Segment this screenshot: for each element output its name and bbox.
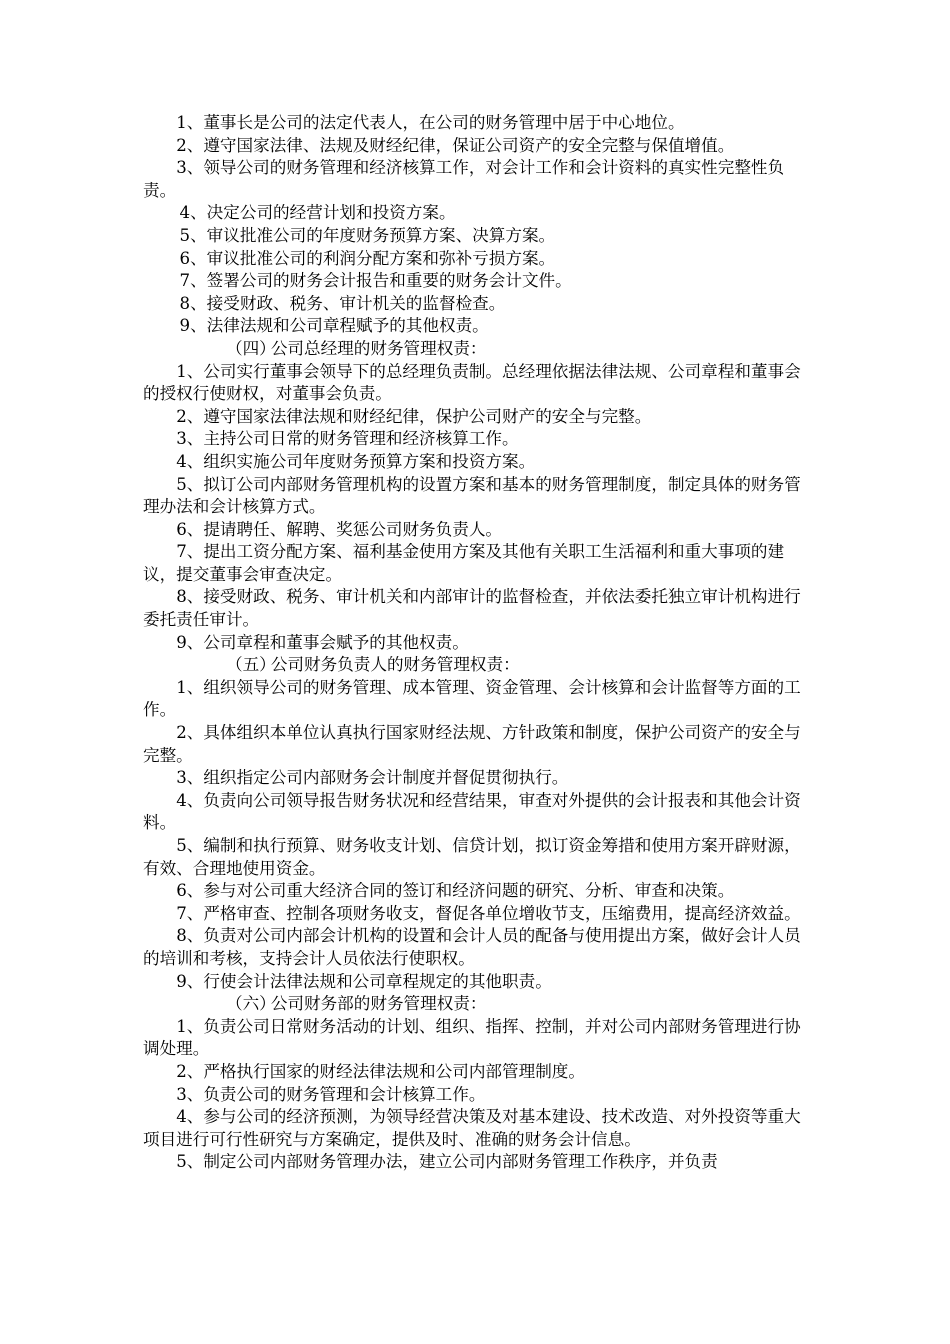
list-item: 7、严格审查、控制各项财务收支，督促各单位增收节支，压缩费用，提高经济效益。 xyxy=(176,903,801,923)
list-item: 2、遵守国家法律法规和财经纪律，保护公司财产的安全与完整。 xyxy=(176,406,652,426)
list-item: 7、提出工资分配方案、福利基金使用方案及其他有关职工生活福利和重大事项的建议，提交董事会审查决定。 xyxy=(143,542,785,584)
list-item: 6、审议批准公司的利润分配方案和弥补亏损方案。 xyxy=(179,248,556,268)
list-item: 5、拟订公司内部财务管理机构的设置方案和基本的财务管理制度，制定具体的财务管理办法和会计核算方式。 xyxy=(143,474,801,517)
section-5-list xyxy=(143,677,811,993)
list-item: 3、领导公司的财务管理和经济核算工作，对会计工作和会计资料的真实性完整性负责。 xyxy=(143,158,785,200)
list-item: 5、审议批准公司的年度财务预算方案、决算方案。 xyxy=(179,225,556,245)
section-number: （四） xyxy=(226,338,276,358)
list-item: 9、行使会计法律法规和公司章程规定的其他职责。 xyxy=(176,971,552,991)
section-title: 公司财务部的财务管理权责： xyxy=(270,994,487,1014)
list-item: 9、公司章程和董事会赋予的其他权责。 xyxy=(176,632,469,652)
section-4-list xyxy=(143,361,811,655)
list-item: 4、决定公司的经营计划和投资方案。 xyxy=(179,203,456,223)
list-item: 5、制定公司内部财务管理办法，建立公司内部财务管理工作秩序，并负责 xyxy=(176,1152,718,1172)
list-item: 6、提请聘任、解聘、奖惩公司财务负责人。 xyxy=(176,519,503,539)
board-items-list xyxy=(143,112,811,338)
list-item: 8、接受财政、税务、审计机关和内部审计的监督检查，并依法委托独立审计机构进行委托责任审计。 xyxy=(143,587,801,630)
section-title: 公司总经理的财务管理权责： xyxy=(270,338,487,358)
list-item: 9、法律法规和公司章程赋予的其他权责。 xyxy=(179,316,489,336)
list-item: 4、负责向公司领导报告财务状况和经营结果，审查对外提供的会计报表和其他会计资料。 xyxy=(143,790,801,833)
list-item: 5、编制和执行预算、财务收支计划、信贷计划，拟订资金筹措和使用方案开辟财源，有效、合理地使用资金。 xyxy=(143,836,801,878)
list-item: 3、主持公司日常的财务管理和经济核算工作。 xyxy=(176,429,519,449)
section-title: 公司财务负责人的财务管理权责： xyxy=(270,655,520,675)
section-heading xyxy=(143,654,811,677)
list-item: 8、负责对公司内部会计机构的设置和会计人员的配备与使用提出方案，做好会计人员的培训和考核，支持会计人员依法行使职权。 xyxy=(143,926,801,968)
section-6-list xyxy=(143,1016,811,1174)
list-item: 7、签署公司的财务会计报告和重要的财务会计文件。 xyxy=(179,271,572,291)
section-heading xyxy=(143,338,811,361)
list-item: 3、组织指定公司内部财务会计制度并督促贯彻执行。 xyxy=(176,768,569,788)
list-item: 2、严格执行国家的财经法律法规和公司内部管理制度。 xyxy=(176,1061,585,1081)
section-number: （五） xyxy=(226,655,276,675)
list-item: 1、公司实行董事会领导下的总经理负责制。总经理依据法律法规、公司章程和董事会的授权行使财权，对董事会负责。 xyxy=(143,361,801,404)
section-heading xyxy=(143,993,811,1016)
list-item: 3、负责公司的财务管理和会计核算工作。 xyxy=(176,1084,486,1104)
list-item: 1、董事长是公司的法定代表人，在公司的财务管理中居于中心地位。 xyxy=(176,113,685,132)
document-body xyxy=(143,112,811,1174)
list-item: 1、负责公司日常财务活动的计划、组织、指挥、控制，并对公司内部财务管理进行协调处理。 xyxy=(143,1016,801,1059)
list-item: 2、遵守国家法律、法规及财经纪律，保证公司资产的安全完整与保值增值。 xyxy=(176,135,735,155)
list-item: 6、参与对公司重大经济合同的签订和经济问题的研究、分析、审查和决策。 xyxy=(176,881,735,901)
list-item: 4、参与公司的经济预测，为领导经营决策及对基本建设、技术改造、对外投资等重大项目进行可行性研究与方案确定，提供及时、准确的财务会计信息。 xyxy=(143,1107,801,1149)
section-number: （六） xyxy=(226,994,276,1014)
list-item: 4、组织实施公司年度财务预算方案和投资方案。 xyxy=(176,451,536,471)
list-item: 1、组织领导公司的财务管理、成本管理、资金管理、会计核算和会计监督等方面的工作。 xyxy=(143,677,801,720)
list-item: 8、接受财政、税务、审计机关的监督检查。 xyxy=(179,293,506,313)
list-item: 2、具体组织本单位认真执行国家财经法规、方针政策和制度，保护公司资产的安全与完整。 xyxy=(143,723,801,765)
